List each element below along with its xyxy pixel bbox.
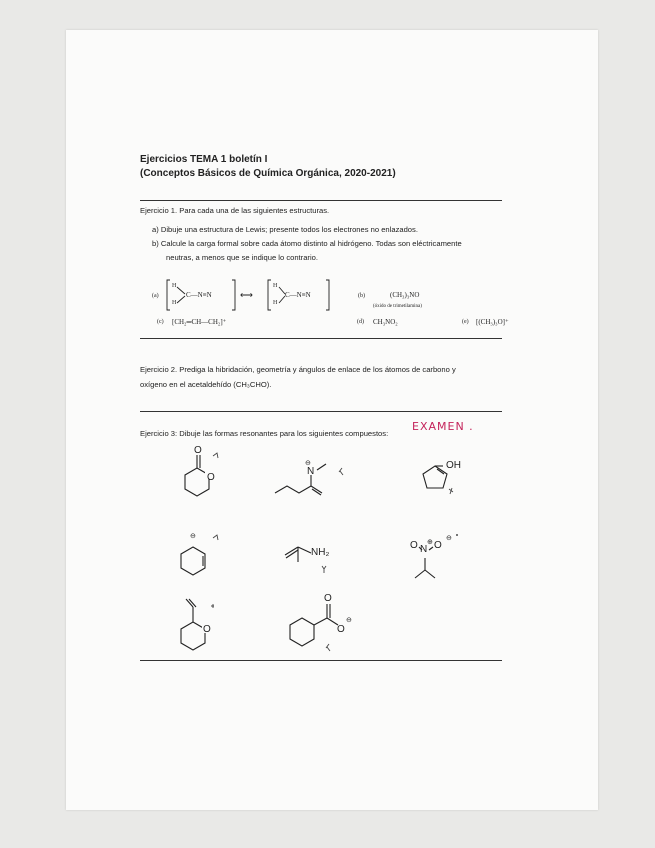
struct-a-h4: H [273, 300, 278, 306]
struct-a-right: C—N≡N [285, 291, 311, 299]
lactone-ring-oxygen: O [207, 472, 215, 483]
cyclopentenol-oh: OH [446, 460, 461, 471]
resonance-arrow: ⟷ [240, 290, 253, 300]
nitro-oxygen-right: O [434, 540, 442, 551]
exercise2-line2: oxígeno en el acetaldehído (CH₃CHO). [140, 380, 272, 389]
exercise1-item-b-line2: neutras, a menos que se indique lo contrario. [166, 253, 318, 262]
struct-b-label: (b) [358, 293, 365, 299]
imine-nitrogen: N [307, 466, 315, 477]
lactone-carbonyl-oxygen: O [194, 445, 202, 456]
molecule-imine-anion [275, 464, 326, 495]
struct-a-label: (a) [152, 293, 159, 299]
molecule-cyclohexenyl-anion [181, 547, 205, 575]
molecule-carboxylate [290, 604, 338, 646]
imine-charge: ⊖ [305, 460, 311, 467]
struct-e-label: (e) [462, 319, 469, 325]
nitro-oxygen-left: O [410, 540, 418, 551]
divider-4 [140, 660, 502, 661]
struct-b-formula: (CH₃)₃NO [390, 291, 420, 299]
structure-a-brackets [167, 280, 329, 310]
carboxylate-carbonyl-oxygen: O [324, 593, 332, 604]
exercise1-intro: Ejercicio 1. Para cada una de las siguientes estructuras. [140, 206, 330, 215]
struct-c-formula: [CH₂═CH—CH₂]⁺ [172, 318, 227, 326]
struct-b-note: (óxido de trimetilamina) [373, 304, 422, 309]
exercise1-item-a: a) Dibuje una estructura de Lewis; presente todos los electrones no enlazados. [152, 225, 418, 234]
carboxylate-oxygen: O [337, 624, 345, 635]
molecule-cyclopentenol [423, 466, 447, 488]
enol-ether-oxygen: O [203, 624, 211, 635]
nitro-plus-charge: ⊕ [427, 539, 433, 546]
nitro-minus-charge: ⊖ [446, 535, 452, 542]
carboxylate-charge: ⊖ [346, 617, 352, 624]
struct-a-h2: H [172, 300, 177, 306]
exercise1-item-b-line1: b) Calcule la carga formal sobre cada átomo distinto al hidrógeno. Todas son eléctricamente [152, 239, 462, 248]
struct-a-h1: H [172, 283, 177, 289]
exercise2-line1: Ejercicio 2. Prediga la hibridación, geometría y ángulos de enlace de los átomos de carbono y [140, 365, 456, 374]
struct-d-label: (d) [357, 319, 364, 325]
enamine-nh2: NH₂ [311, 547, 330, 558]
struct-a-h3: H [273, 283, 278, 289]
struct-a-left: C—N≡N [186, 291, 212, 299]
molecule-enamine [285, 547, 311, 562]
struct-d-formula: CH₃NO₂ [373, 318, 398, 326]
struct-e-formula: [(CH₃)₃O]⁺ [476, 318, 509, 326]
struct-c-label: (c) [157, 319, 164, 325]
nitro-nitrogen: N [420, 544, 428, 555]
page-title: Ejercicios TEMA 1 boletín I [140, 154, 268, 165]
exercise3-intro: Ejercicio 3: Dibuje las formas resonantes para los siguientes compuestos: [140, 429, 389, 438]
page-subtitle: (Conceptos Básicos de Química Orgánica, 2020-2021) [140, 168, 396, 179]
handwritten-note: EXAMEN . [412, 420, 474, 433]
carbanion-charge: ⊖ [190, 533, 196, 540]
